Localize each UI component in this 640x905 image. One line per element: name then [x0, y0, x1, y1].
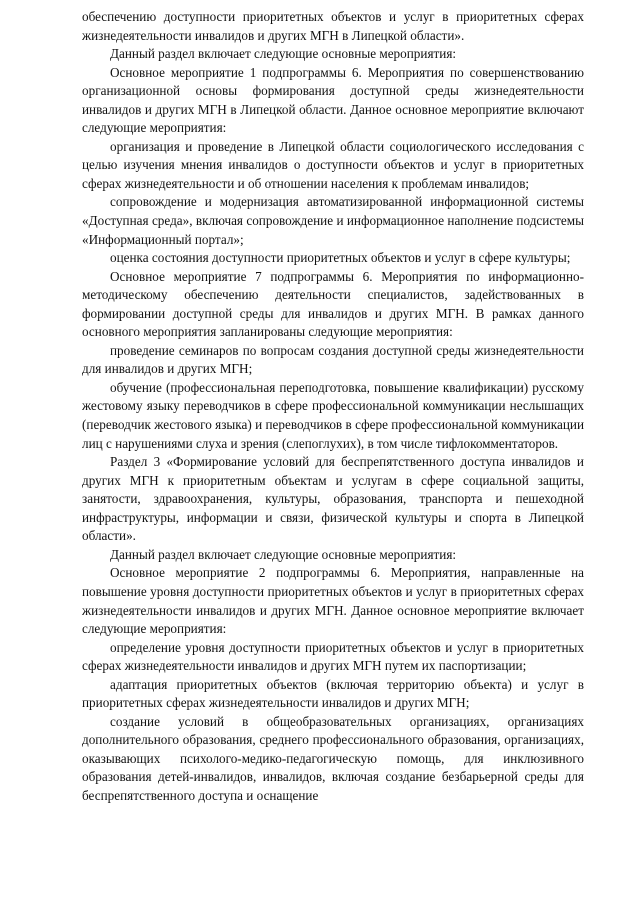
- paragraph-list-item: оценка состояния доступности приоритетных объектов и услуг в сфере культуры;: [110, 250, 571, 266]
- paragraph-section-intro: Данный раздел включает следующие основные мероприятия:: [110, 46, 457, 62]
- paragraph-list-item: создание условий в общеобразовательных организациях, организациях дополнительного образования, среднего профессионального образования, организациях, оказывающих психолого-медико-педагогическую помощь, для инклюзивного образования детей-инвалидов, инвалидов, включая создание безбарьерной среды для беспрепятственного доступа и оснащение: [82, 713, 584, 803]
- paragraph-continuation: обеспечению доступности приоритетных объектов и услуг в приоритетных сферах жизнедеятельности инвалидов и других МГН в Липецкой области».: [82, 9, 584, 43]
- paragraph-section-3: Раздел 3 «Формирование условий для беспрепятственного доступа инвалидов и других МГН к приоритетным объектам и услугам в сфере социальной защиты, занятости, здравоохранения, культуры, образования, транспорта и пешеходной инфраструктуры, информации и связи, физической культуры и спорта в Липецкой области».: [82, 454, 584, 544]
- paragraph-main-activity-1: Основное мероприятие 1 подпрограммы 6. Мероприятия по совершенствованию организационной основы формирования доступной среды жизнедеятельности инвалидов и других МГН в Липецкой области. Данное основное мероприятие включают следующие мероприятия:: [82, 64, 584, 136]
- paragraph-list-item: обучение (профессиональная переподготовка, повышение квалификации) русскому жестовому языку переводчиков в сфере профессиональной коммуникации неслышащих (переводчик жестового языка) и переводчиков в сфере профессиональной коммуникации лиц с нарушениями слуха и зрения (слепоглухих), в том числе тифлокомментаторов.: [82, 379, 584, 451]
- paragraph-main-activity-7: Основное мероприятие 7 подпрограммы 6. Мероприятия по информационно-методическому обеспечению деятельности специалистов, задействованных в формировании доступной среды для инвалидов и других МГН. В рамках данного основного мероприятия запланированы следующие мероприятия:: [82, 268, 584, 340]
- paragraph-section-intro: Данный раздел включает следующие основные мероприятия:: [110, 546, 457, 562]
- paragraph-main-activity-2: Основное мероприятие 2 подпрограммы 6. Мероприятия, направленные на повышение уровня доступности приоритетных объектов и услуг в приоритетных сферах жизнедеятельности инвалидов и других МГН. Данное основное мероприятие включает следующие мероприятия:: [82, 565, 584, 637]
- paragraph-list-item: проведение семинаров по вопросам создания доступной среды жизнедеятельности для инвалидов и других МГН;: [82, 342, 584, 377]
- paragraph-list-item: организация и проведение в Липецкой области социологического исследования с целью изучения мнения инвалидов о доступности объектов и услуг в приоритетных сферах жизнедеятельности и об отношении населения к проблемам инвалидов;: [82, 138, 584, 191]
- paragraph-list-item: сопровождение и модернизация автоматизированной информационной системы «Доступная среда», включая сопровождение и информационное наполнение подсистемы «Информационный портал»;: [82, 194, 584, 247]
- document-page: [82, 8, 584, 806]
- paragraph-list-item: адаптация приоритетных объектов (включая территорию объекта) и услуг в приоритетных сферах жизнедеятельности инвалидов и других МГН;: [82, 676, 584, 711]
- paragraph-list-item: определение уровня доступности приоритетных объектов и услуг в приоритетных сферах жизнедеятельности инвалидов и других МГН путем их паспортизации;: [82, 639, 584, 674]
